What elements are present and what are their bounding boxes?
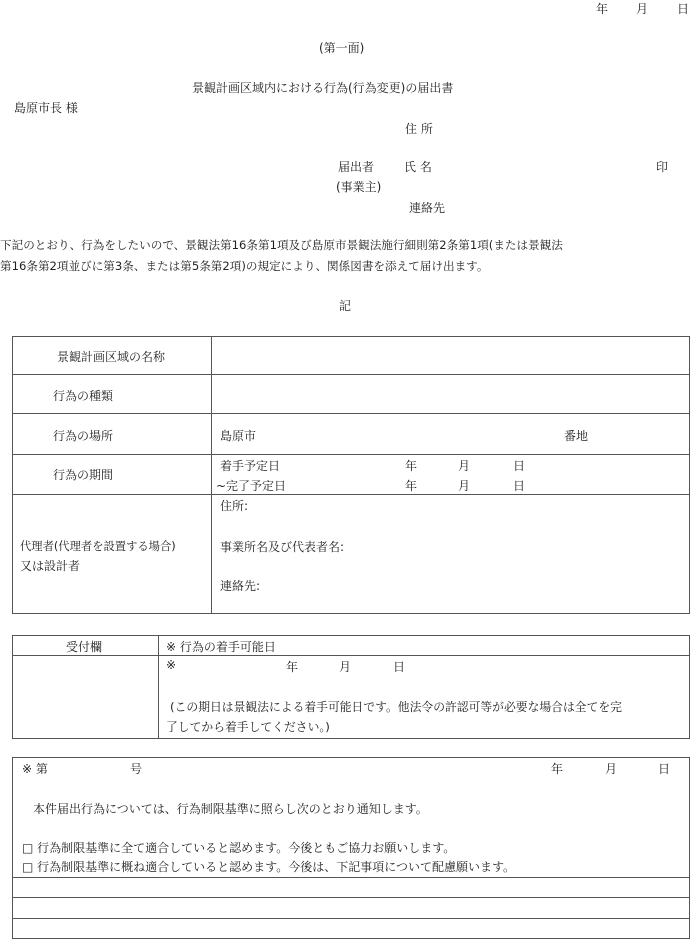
notification-number-label: ※ 第 <box>22 762 48 776</box>
notification-day: 日 <box>658 762 671 776</box>
contact-label: 連絡先 <box>409 201 446 215</box>
start-possible-label: ※ 行為の着手可能日 <box>166 640 276 654</box>
reception-header: 受付欄 <box>66 640 103 654</box>
body-paragraph-line-2: 第16条第2項並びに第3条、または第5条第2項)の規定により、関係図書を添えて届け出ます。 <box>0 259 489 273</box>
agent-office-label: 事業所名及び代表者名: <box>220 540 345 554</box>
checkbox-option-full-compliance[interactable]: □ 行為制限基準に全て適合していると認めます。今後ともご協力お願いします。 <box>22 841 456 855</box>
body-paragraph-line-1: 下記のとおり、行為をしたいので、景観法第16条第1項及び島原市景観法施行細則第2条第1項(または景観法 <box>0 238 563 252</box>
location-label: 行為の場所 <box>53 429 114 443</box>
document-title: 景観計画区域内における行為(行為変更)の届出書 <box>192 81 454 95</box>
end-month: 月 <box>458 479 471 493</box>
date-day: 日 <box>677 2 690 16</box>
reception-row-line <box>12 655 690 656</box>
start-date-label: 着手予定日 <box>220 459 281 473</box>
notification-row-line <box>12 897 690 898</box>
seal-mark: 印 <box>656 160 669 174</box>
reception-note-line-2: 了してから着手してください。) <box>166 720 330 734</box>
agent-contact-label: 連絡先: <box>220 579 261 593</box>
end-date-label: ~完了予定日 <box>216 479 287 493</box>
notification-year: 年 <box>551 762 564 776</box>
main-table-row-line <box>12 413 690 414</box>
notification-row-line <box>12 877 690 878</box>
location-banchi: 番地 <box>564 429 589 443</box>
main-table <box>12 336 690 614</box>
area-name-label: 景観計画区域の名称 <box>57 350 166 364</box>
ki-label: 記 <box>339 299 352 313</box>
reception-table <box>12 635 690 739</box>
address-label: 住 所 <box>405 122 433 136</box>
main-table-row-line <box>12 494 690 495</box>
main-table-row-line <box>12 374 690 375</box>
business-owner-label: (事業主) <box>336 180 382 194</box>
location-city: 島原市 <box>220 429 257 443</box>
main-table-divider <box>211 336 212 614</box>
start-month: 月 <box>458 459 471 473</box>
page-label: (第一面) <box>319 41 365 55</box>
notifier-label: 届出者 <box>338 160 375 174</box>
addressee: 島原市長 様 <box>14 101 78 115</box>
reception-year: 年 <box>286 660 299 674</box>
date-year: 年 <box>596 2 609 16</box>
agent-label-line-1: 代理者(代理者を設置する場合) <box>20 540 176 553</box>
start-day: 日 <box>513 459 526 473</box>
end-year: 年 <box>405 479 418 493</box>
agent-label-line-2: 又は設計者 <box>20 559 81 573</box>
reception-month: 月 <box>339 660 352 674</box>
notification-row-line <box>12 918 690 919</box>
reception-mark: ※ <box>166 658 177 672</box>
reception-note-line-1: (この期日は景観法による着手可能日です。他法令の許認可等が必要な場合は全てを完 <box>170 700 622 714</box>
period-label: 行為の期間 <box>53 468 114 482</box>
notification-month: 月 <box>605 762 618 776</box>
date-month: 月 <box>636 2 649 16</box>
start-year: 年 <box>405 459 418 473</box>
agent-address-label: 住所: <box>220 499 249 513</box>
main-table-row-line <box>12 454 690 455</box>
notification-intro: 本件届出行為については、行為制限基準に照らし次のとおり通知します。 <box>33 802 428 816</box>
end-day: 日 <box>513 479 526 493</box>
action-type-label: 行為の種類 <box>53 389 114 403</box>
checkbox-option-general-compliance[interactable]: □ 行為制限基準に概ね適合していると認めます。今後は、下記事項について配慮願います。 <box>22 860 515 874</box>
reception-day: 日 <box>393 660 406 674</box>
notification-go: 号 <box>130 762 143 776</box>
reception-divider <box>158 635 159 739</box>
name-label: 氏 名 <box>404 160 432 174</box>
